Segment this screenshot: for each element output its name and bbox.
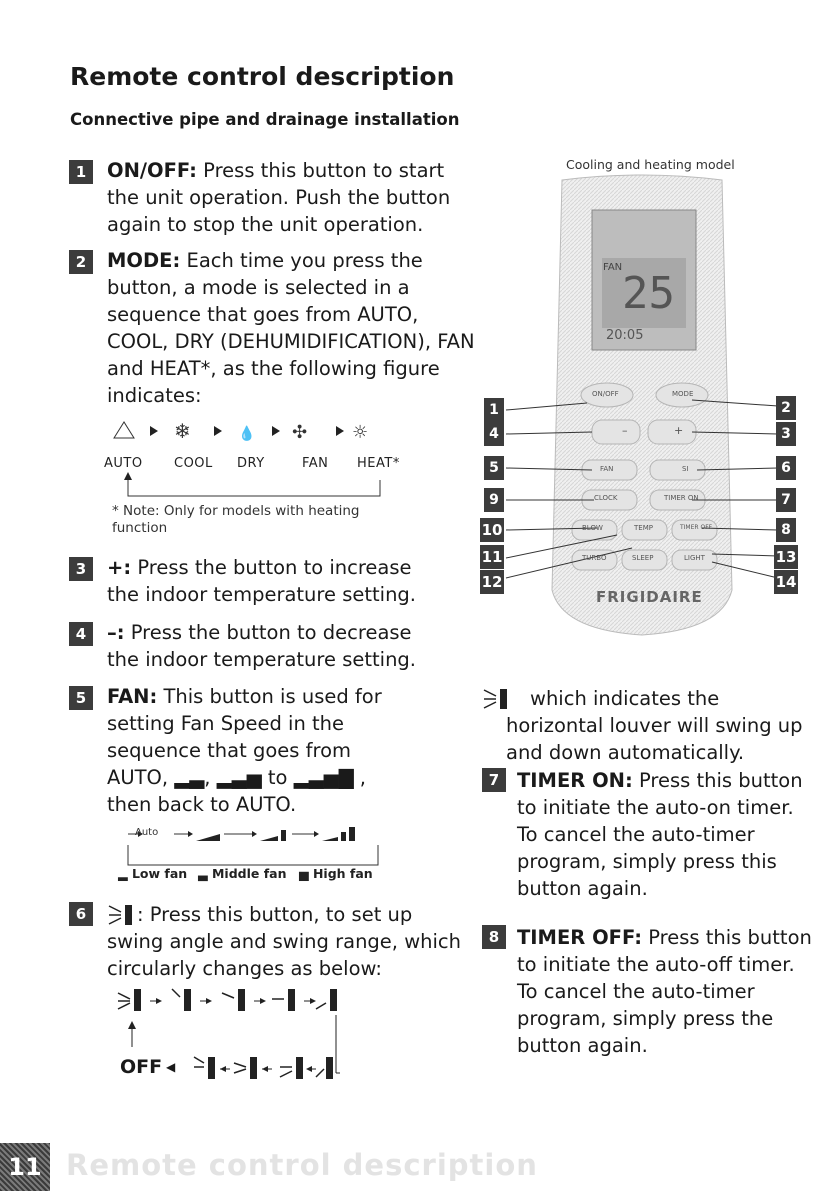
item-1: ON/OFF: Press this button to start the unit operation. Push the button again to stop the unit operation. [107, 159, 451, 236]
remote-btn-si: SI [682, 465, 689, 473]
footer-title: Remote control description [66, 1148, 538, 1182]
item-badge-7: 7 [482, 768, 506, 792]
callout-right-3: 3 [776, 422, 796, 446]
callout-right-6: 6 [776, 456, 796, 480]
mode-label-heat: HEAT* [357, 456, 400, 471]
item-badge-8: 8 [482, 925, 506, 949]
mode-label-cool: COOL [174, 456, 213, 471]
swing-continuation-text: which indicates the horizontal louver will swing up and down automatically. [506, 687, 803, 764]
fan-label-low: ▂ Low fan [118, 866, 188, 881]
item-6: : Press this button, to set up swing angle and swing range, which circularly changes as below: [107, 903, 462, 980]
remote-btn-sleep: SLEEP [632, 554, 654, 562]
remote-btn-timer-on: TIMER ON [664, 494, 699, 502]
item-3: +: Press the button to increase the indoor temperature setting. [107, 556, 417, 606]
remote-btn-minus: – [622, 424, 628, 437]
callout-right-2: 2 [776, 396, 796, 420]
remote-btn-mode: MODE [672, 390, 694, 398]
item-4: –: Press the button to decrease the indoor temperature setting. [107, 621, 417, 671]
fan-label-middle: ▃ Middle fan [198, 866, 287, 881]
page-title: Remote control description [70, 62, 455, 91]
remote-display-fan: FAN [603, 262, 623, 273]
item-badge-5: 5 [69, 686, 93, 710]
callout-right-13: 13 [774, 545, 798, 569]
item-5: FAN: This button is used for setting Fan Speed in the sequence that goes from AUTO, ▂▃, ▂▃▅ to ▂▃▅▇ , then back to AUTO. [107, 685, 382, 816]
item-badge-3: 3 [69, 557, 93, 581]
svg-text:✣: ✣ [292, 422, 308, 443]
fan-label-high: ▅ High fan [299, 866, 373, 881]
remote-btn-turbo: TURBO [582, 554, 607, 562]
remote-display-time: 20:05 [606, 328, 644, 343]
callout-left-4: 4 [484, 422, 504, 446]
callout-right-7: 7 [776, 488, 796, 512]
mode-label-dry: DRY [237, 456, 265, 471]
svg-text:☼: ☼ [352, 422, 369, 443]
remote-btn-clock: CLOCK [594, 494, 618, 502]
remote-display-temp: 25 [622, 268, 675, 319]
remote-btn-timer-off: TIMER OFF [680, 524, 713, 531]
callout-left-11: 11 [480, 545, 504, 569]
svg-text:💧: 💧 [238, 426, 256, 442]
callout-right-14: 14 [774, 570, 798, 594]
remote-btn-temp: TEMP [634, 524, 653, 532]
item-badge-1: 1 [69, 160, 93, 184]
item-8: TIMER OFF: Press this button to initiate the auto-off timer. To cancel the auto-timer program, simply press the button again. [517, 926, 812, 1057]
callout-right-8: 8 [776, 518, 796, 542]
item-2: MODE: Each time you press the button, a mode is selected in a sequence that goes from AUTO, COOL, DRY (DEHUMIDIFICATION), FAN and HEAT*, as the following figure indicates: [107, 249, 475, 407]
remote-illustration [482, 170, 802, 650]
footer-page-number: 11 [0, 1143, 50, 1191]
swing-off-label: OFF [120, 1056, 163, 1078]
callout-left-9: 9 [484, 488, 504, 512]
remote-btn-onoff: ON/OFF [592, 390, 619, 398]
item-7: TIMER ON: Press this button to initiate the auto-on timer. To cancel the auto-timer program, simply press this button again. [517, 769, 803, 900]
mode-label-fan: FAN [302, 456, 329, 471]
fan-auto-label: Auto [135, 827, 159, 838]
callout-left-12: 12 [480, 570, 504, 594]
remote-btn-plus: + [674, 424, 684, 437]
remote-btn-blow: BLOW [582, 524, 603, 532]
remote-caption: Cooling and heating model [566, 157, 735, 172]
item-badge-2: 2 [69, 250, 93, 274]
callout-left-1: 1 [484, 398, 504, 422]
remote-btn-fan: FAN [600, 465, 614, 473]
remote-brand: FRIGIDAIRE [596, 588, 703, 606]
swing-off-arrow: ◀ [166, 1060, 176, 1074]
remote-btn-light: LIGHT [684, 554, 705, 562]
callout-left-5: 5 [484, 456, 504, 480]
item-badge-4: 4 [69, 622, 93, 646]
mode-label-auto: AUTO [104, 456, 143, 471]
page-subtitle: Connective pipe and drainage installation [70, 110, 460, 129]
item-badge-6: 6 [69, 902, 93, 926]
callout-left-10: 10 [480, 518, 504, 542]
mode-note: * Note: Only for models with heating function [112, 503, 360, 536]
svg-text:❄: ❄ [174, 419, 191, 443]
